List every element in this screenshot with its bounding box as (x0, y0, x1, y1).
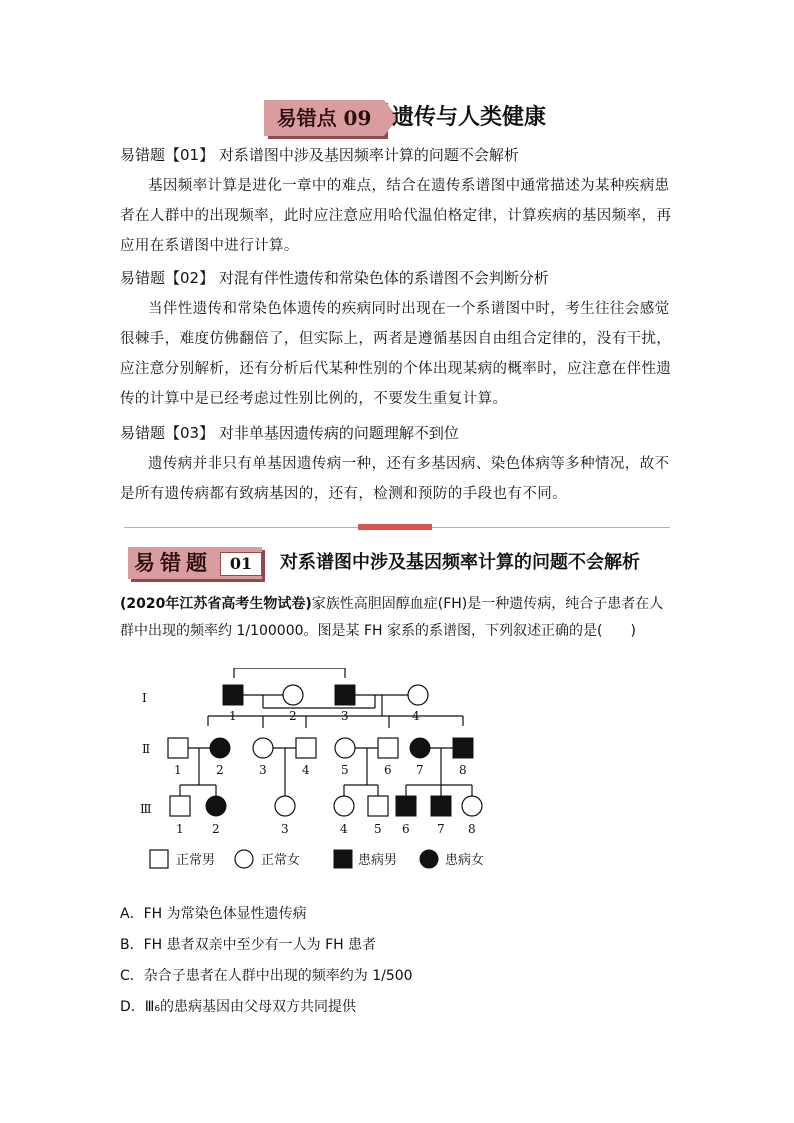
legend-circle-filled-icon (420, 850, 438, 868)
legend-normal-female: 正常女 (261, 853, 301, 868)
error-body-1: 基因频率计算是进化一章中的难点，结合在遗传系谱图中通常描述为某种疾病患者在人群中的出现频率，此时应注意应用哈代温伯格定律，计算疾病的基因频率，再应用在系谱图中进行计算。 (120, 178, 672, 254)
gen3-num-3: 3 (281, 822, 289, 836)
gen3-num-5: 5 (374, 822, 382, 836)
gen1-normal-female-2 (283, 685, 303, 705)
legend-square-filled-icon (334, 850, 352, 868)
error-title-1: 易错题【01】 对系谱图中涉及基因频率计算的问题不会解析 (120, 146, 519, 164)
gen3-affected-male-6 (396, 796, 416, 816)
option-c[interactable]: C．杂合子患者在人群中出现的频率约为 1/500 (120, 968, 413, 984)
error-body-2: 当伴性遗传和常染色体遗传的疾病同时出现在一个系谱图中时，考生往往会感觉很棘手，难度仿佛翻倍了，但实际上，两者是遵循基因自由组合定律的，没有干扰，应注意分别解析，还有分析后代某种性别的个体出现某病的概率时，应注意在伴性遗传的计算中是已经考虑过性别比例的，不要发生重复计算。 (120, 301, 672, 407)
gen2-num-3: 3 (259, 763, 267, 777)
gen2-num-2: 2 (216, 763, 224, 777)
question-stem (120, 591, 676, 645)
gen2-affected-male-8 (453, 738, 473, 758)
gen2-normal-male-4 (296, 738, 316, 758)
section-header (128, 547, 688, 581)
gen2-num-4: 4 (302, 763, 310, 777)
section-badge (128, 547, 262, 579)
section-divider-accent (358, 524, 432, 530)
option-a[interactable]: A．FH 为常染色体显性遗传病 (120, 906, 307, 922)
option-b[interactable]: B．FH 患者双亲中至少有一人为 FH 患者 (120, 937, 377, 953)
gen2-normal-female-3 (253, 738, 273, 758)
header-badge: 易错点 09 (264, 100, 384, 136)
gen3-affected-male-7 (431, 796, 451, 816)
legend-square-open-icon (150, 850, 168, 868)
gen3-num-2: 2 (212, 822, 220, 836)
gen2-num-1: 1 (174, 763, 182, 777)
gen1-num-2: 2 (289, 709, 297, 723)
error-body-3: 遗传病并非只有单基因遗传病一种，还有多基因病、染色体病等多种情况，故不是所有遗传病都有致病基因的，还有，检测和预防的手段也有不同。 (120, 456, 670, 502)
section-title: 对系谱图中涉及基因频率计算的问题不会解析 (280, 552, 640, 573)
gen3-normal-male-5 (368, 796, 388, 816)
gen2-normal-male-6 (378, 738, 398, 758)
gen2-affected-female-7 (410, 738, 430, 758)
gen3-normal-female-4 (334, 796, 354, 816)
gen3-num-7: 7 (437, 822, 445, 836)
legend-circle-open-icon (235, 850, 253, 868)
error-title-2: 易错题【02】 对混有伴性遗传和常染色体的系谱图不会判断分析 (120, 269, 549, 287)
section-label: 易错题 (134, 550, 212, 575)
gen2-num-8: 8 (459, 763, 467, 777)
legend-normal-male: 正常男 (176, 853, 216, 868)
gen3-normal-female-3 (275, 796, 295, 816)
error-title-3: 易错题【03】 对非单基因遗传病的问题理解不到位 (120, 424, 459, 442)
gen2-num-6: 6 (384, 763, 392, 777)
gen1-num-3: 3 (341, 709, 349, 723)
gen1-num-1: 1 (229, 709, 237, 723)
gen3-normal-female-8 (462, 796, 482, 816)
gen1-affected-male-3 (335, 685, 355, 705)
gen1-num-4: 4 (412, 709, 420, 723)
legend-affected-female: 患病女 (445, 853, 485, 868)
gen1-affected-male-1 (223, 685, 243, 705)
gen2-affected-female-2 (210, 738, 230, 758)
gen2-num-7: 7 (416, 763, 424, 777)
gen2-num-5: 5 (341, 763, 349, 777)
gen3-num-4: 4 (340, 822, 348, 836)
gen2-normal-female-5 (335, 738, 355, 758)
gen-label-2: Ⅱ (142, 742, 151, 756)
gen3-num-1: 1 (176, 822, 184, 836)
page-title: 遗传与人类健康 (392, 105, 547, 130)
gen3-num-8: 8 (468, 822, 476, 836)
option-d[interactable]: D．Ⅲ₆的患病基因由父母双方共同提供 (120, 999, 357, 1015)
pedigree-legend (150, 850, 484, 868)
gen2-normal-male-1 (168, 738, 188, 758)
gen-label-3: Ⅲ (140, 802, 152, 816)
gen-label-1: Ⅰ (142, 691, 147, 705)
legend-affected-male: 患病男 (358, 853, 398, 868)
gen1-normal-female-4 (408, 685, 428, 705)
gen3-num-6: 6 (402, 822, 410, 836)
pedigree-chart (128, 668, 508, 878)
gen3-normal-male-1 (170, 796, 190, 816)
question-text: 家族性高胆固醇血症(FH)是一种遗传病，纯合子患者在人群中出现的频率约 1/100000。图是某 FH 家系的系谱图，下列叙述正确的是( ) (120, 596, 664, 639)
section-number: 01 (220, 552, 262, 576)
gen3-affected-female-2 (206, 796, 226, 816)
question-source: (2020年江苏省高考生物试卷) (120, 596, 312, 612)
page-header (0, 100, 794, 138)
